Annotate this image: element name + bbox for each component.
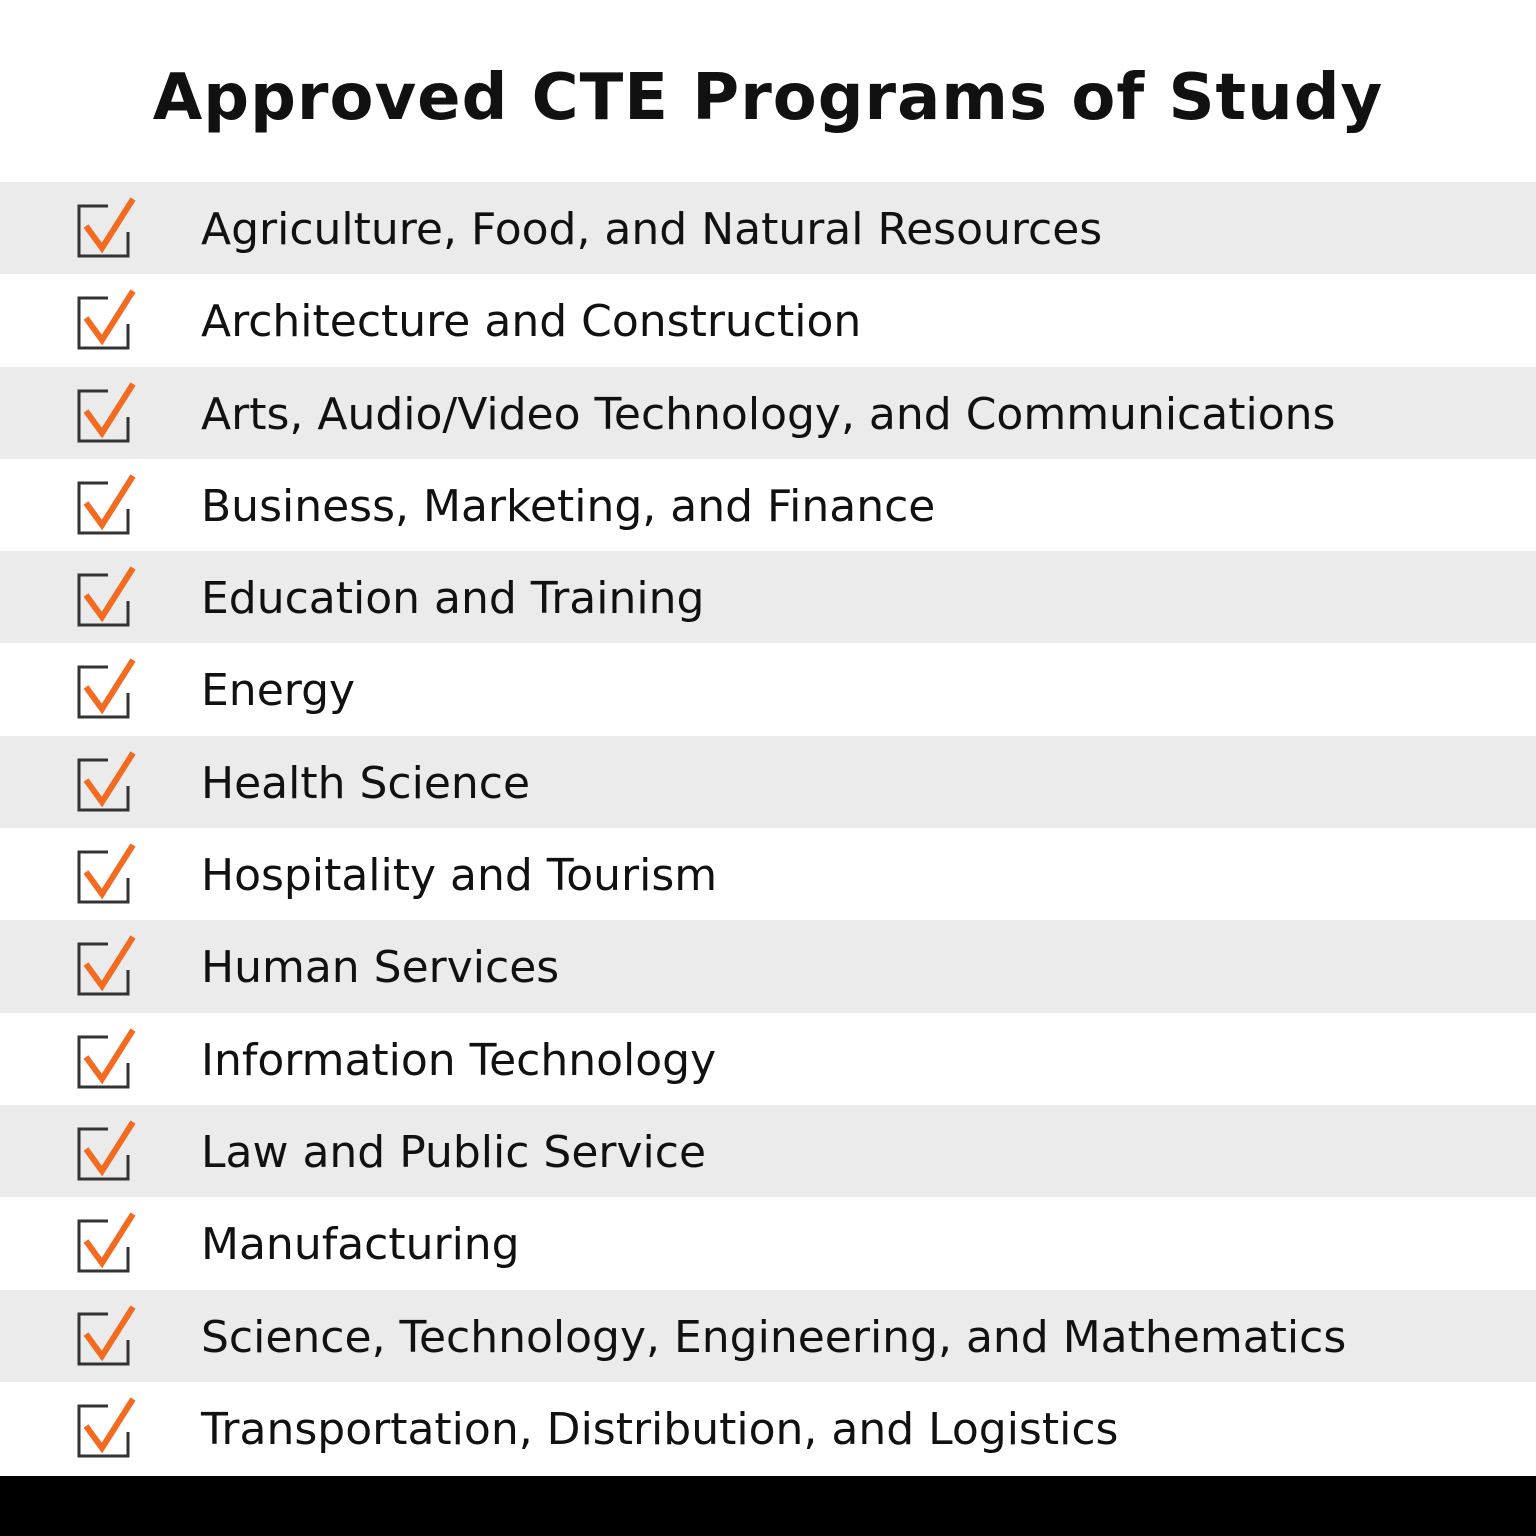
checked-box-icon [76, 473, 138, 537]
checked-box-icon [76, 196, 138, 260]
list-item [0, 459, 1536, 551]
list-item [0, 643, 1536, 735]
checked-box-icon [76, 288, 138, 352]
program-label: Information Technology [201, 1034, 717, 1086]
program-label: Energy [201, 665, 356, 717]
page-title: Approved CTE Programs of Study [152, 61, 1384, 135]
list-item [0, 920, 1536, 1012]
checked-box-icon [76, 750, 138, 814]
list-item [0, 736, 1536, 828]
list-item [0, 182, 1536, 274]
program-label: Agriculture, Food, and Natural Resources [201, 204, 1103, 255]
program-label: Health Science [201, 757, 531, 809]
list-item [0, 828, 1536, 920]
list-item [0, 1382, 1536, 1474]
checked-box-icon [76, 657, 138, 721]
list-item [0, 551, 1536, 643]
program-label: Manufacturing [201, 1219, 520, 1271]
checked-box-icon [76, 842, 138, 906]
list-item [0, 274, 1536, 366]
list-item [0, 367, 1536, 459]
program-label: Transportation, Distribution, and Logistics [201, 1403, 1119, 1455]
checked-box-icon [76, 1304, 138, 1368]
list-item [0, 1290, 1536, 1382]
programs-list [0, 182, 1536, 1474]
program-label: Business, Marketing, and Finance [201, 480, 936, 532]
program-label: Hospitality and Tourism [201, 850, 718, 902]
footer-bar [0, 1476, 1536, 1536]
checked-box-icon [76, 934, 138, 998]
list-item [0, 1105, 1536, 1197]
checked-box-icon [76, 1027, 138, 1091]
list-item [0, 1013, 1536, 1105]
checked-box-icon [76, 565, 138, 629]
list-item [0, 1197, 1536, 1289]
program-label: Human Services [201, 942, 560, 994]
program-label: Arts, Audio/Video Technology, and Communications [201, 388, 1336, 440]
checked-box-icon [76, 381, 138, 445]
program-label: Architecture and Construction [201, 296, 862, 348]
program-label: Science, Technology, Engineering, and Mathematics [201, 1311, 1347, 1363]
checked-box-icon [76, 1119, 138, 1183]
checked-box-icon [76, 1211, 138, 1275]
program-label: Education and Training [201, 573, 705, 625]
checked-box-icon [76, 1396, 138, 1460]
program-label: Law and Public Service [201, 1126, 707, 1178]
